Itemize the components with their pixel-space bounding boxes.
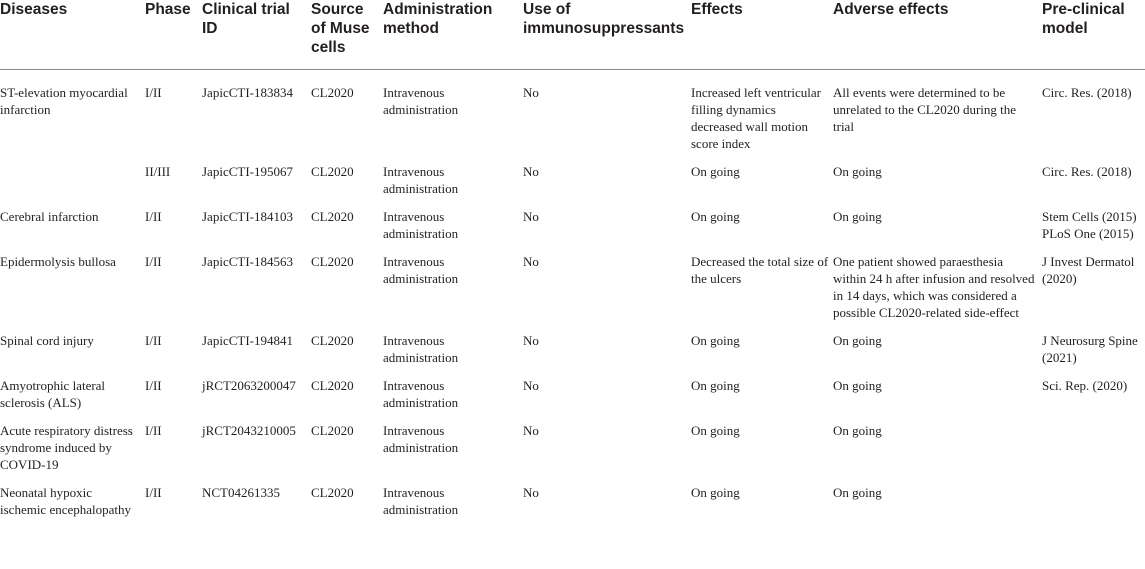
cell-source: CL2020: [311, 85, 354, 100]
cell-trial-id: JapicCTI-184563: [202, 254, 293, 269]
cell-disease: ST-elevation myocardial infarction: [0, 85, 128, 117]
cell-disease: Spinal cord injury: [0, 333, 94, 348]
cell-trial-id: JapicCTI-183834: [202, 85, 293, 100]
cell-disease: Neonatal hypoxic ischemic encephalopathy: [0, 485, 132, 517]
header-clinical-trial-id: Clinical trial ID: [202, 0, 311, 70]
cell-adverse-effects: On going: [833, 164, 882, 179]
header-phase: Phase: [145, 0, 202, 70]
cell-immunosuppressants: No: [523, 254, 539, 269]
table-header: [0, 0, 1145, 70]
table-row: [0, 372, 1145, 417]
cell-preclinical-model: Circ. Res. (2018): [1042, 85, 1132, 100]
header-source: Source of Muse cells: [311, 0, 383, 70]
cell-adverse-effects: One patient showed paraesthesia within 24 h after infusion and resolved in 14 days, which was considered a possible CL2020-related side-effect: [833, 254, 1035, 320]
table-row: [0, 479, 1145, 524]
cell-phase: I/II: [145, 423, 162, 438]
header-effects: Effects: [691, 0, 833, 70]
cell-source: CL2020: [311, 423, 354, 438]
cell-trial-id: JapicCTI-195067: [202, 164, 293, 179]
cell-administration: Intravenous administration: [383, 485, 459, 517]
cell-source: CL2020: [311, 333, 354, 348]
cell-immunosuppressants: No: [523, 423, 539, 438]
table-row: [0, 417, 1145, 479]
cell-effects: On going: [691, 378, 740, 393]
cell-phase: I/II: [145, 85, 162, 100]
cell-trial-id: NCT04261335: [202, 485, 280, 500]
cell-effects: On going: [691, 209, 740, 224]
header-preclinical-model: Pre-clinical model: [1042, 0, 1145, 70]
cell-adverse-effects: On going: [833, 423, 882, 438]
cell-phase: I/II: [145, 378, 162, 393]
header-adverse-effects: Adverse effects: [833, 0, 1042, 70]
cell-phase: II/III: [145, 164, 171, 179]
cell-administration: Intravenous administration: [383, 423, 459, 455]
cell-adverse-effects: On going: [833, 209, 882, 224]
cell-administration: Intravenous administration: [383, 378, 459, 410]
cell-trial-id: jRCT2043210005: [202, 423, 296, 438]
cell-adverse-effects: On going: [833, 485, 882, 500]
cell-effects: On going: [691, 164, 740, 179]
cell-disease: [0, 158, 145, 203]
cell-preclinical-model: Circ. Res. (2018): [1042, 164, 1132, 179]
cell-trial-id: jRCT2063200047: [202, 378, 296, 393]
table-row: [0, 248, 1145, 327]
cell-preclinical-model: [1042, 417, 1145, 479]
cell-immunosuppressants: No: [523, 164, 539, 179]
cell-disease: Acute respiratory distress syndrome induced by COVID-19: [0, 423, 133, 472]
cell-phase: I/II: [145, 254, 162, 269]
cell-source: CL2020: [311, 485, 354, 500]
cell-administration: Intravenous administration: [383, 164, 459, 196]
table-row: [0, 70, 1145, 159]
cell-phase: I/II: [145, 333, 162, 348]
table-body: [0, 70, 1145, 525]
cell-preclinical-model: J Neurosurg Spine (2021): [1042, 333, 1138, 365]
cell-source: CL2020: [311, 209, 354, 224]
cell-source: CL2020: [311, 164, 354, 179]
cell-adverse-effects: On going: [833, 333, 882, 348]
cell-administration: Intravenous administration: [383, 209, 459, 241]
header-diseases: Diseases: [0, 0, 145, 70]
cell-trial-id: JapicCTI-194841: [202, 333, 293, 348]
cell-adverse-effects: All events were determined to be unrelated to the CL2020 during the trial: [833, 85, 1017, 134]
table-row: [0, 158, 1145, 203]
header-immunosuppressants: Use of immunosuppressants: [523, 0, 691, 70]
cell-preclinical-model: [1042, 479, 1145, 524]
cell-phase: I/II: [145, 209, 162, 224]
cell-immunosuppressants: No: [523, 378, 539, 393]
cell-effects: Increased left ventricular filling dynamics decreased wall motion score index: [691, 85, 821, 151]
cell-administration: Intravenous administration: [383, 254, 459, 286]
cell-disease: Cerebral infarction: [0, 209, 99, 224]
cell-immunosuppressants: No: [523, 209, 539, 224]
cell-immunosuppressants: No: [523, 333, 539, 348]
cell-adverse-effects: On going: [833, 378, 882, 393]
cell-source: CL2020: [311, 378, 354, 393]
cell-preclinical-model: J Invest Dermatol (2020): [1042, 254, 1135, 286]
cell-effects: On going: [691, 485, 740, 500]
cell-effects: Decreased the total size of the ulcers: [691, 254, 829, 286]
header-row: [0, 0, 1145, 70]
cell-trial-id: JapicCTI-184103: [202, 209, 293, 224]
cell-administration: Intravenous administration: [383, 333, 459, 365]
table-row: [0, 327, 1145, 372]
table-row: [0, 203, 1145, 248]
header-administration-method: Administration method: [383, 0, 523, 70]
cell-disease: Amyotrophic lateral sclerosis (ALS): [0, 378, 106, 410]
cell-phase: I/II: [145, 485, 162, 500]
cell-preclinical-model: Sci. Rep. (2020): [1042, 378, 1128, 393]
cell-preclinical-model: Stem Cells (2015) PLoS One (2015): [1042, 209, 1137, 241]
cell-effects: On going: [691, 423, 740, 438]
cell-administration: Intravenous administration: [383, 85, 459, 117]
cell-effects: On going: [691, 333, 740, 348]
cell-source: CL2020: [311, 254, 354, 269]
cell-immunosuppressants: No: [523, 485, 539, 500]
cell-disease: Epidermolysis bullosa: [0, 254, 116, 269]
cell-immunosuppressants: No: [523, 85, 539, 100]
